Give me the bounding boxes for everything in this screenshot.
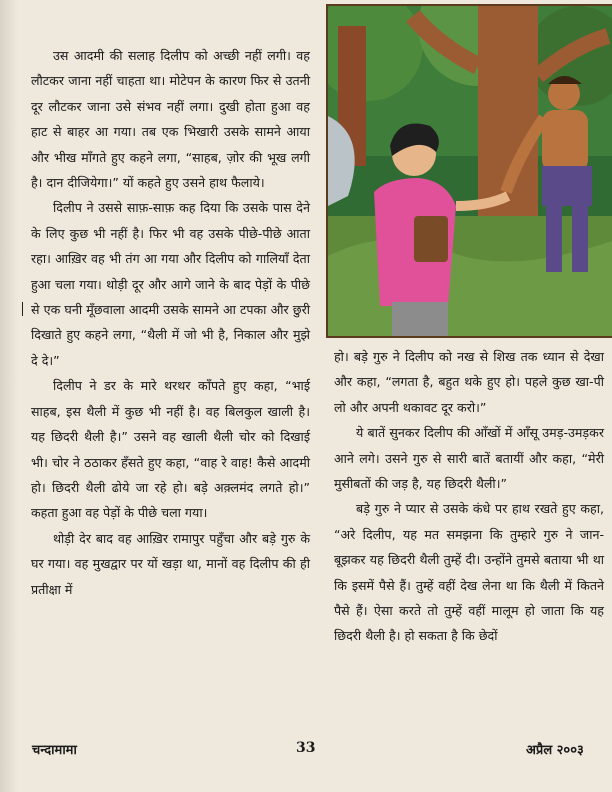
margin-mark	[22, 302, 23, 316]
paragraph: दिलीप ने उससे साफ़-साफ़ कह दिया कि उसके पास देने के लिए कुछ भी नहीं है। फिर भी वह उसके पीछे-पीछे आता रहा। आख़िर वह भी तंग आ गया और दिलीप को गालियाँ देता हुआ चला गया। थोड़ी दूर और आगे जाने के बाद पेड़ों के पीछे से एक घनी मूँछवाला आदमी उसके सामने आ टपका और छुरी दिखाते हुए कहने लगा, “थैली में जो भी है, निकाल और मुझे दे दे।”	[31, 200, 310, 368]
paragraph: थोड़ी देर बाद वह आख़िर रामापुर पहुँचा और बड़े गुरु के घर गया। वह मुखद्वार पर यों खड़ा था, मानों वह दिलीप की ही प्रतीक्षा में	[31, 530, 310, 597]
right-text-column	[334, 344, 604, 649]
paragraph: दिलीप ने डर के मारे थरथर काँपते हुए कहा, “भाई साहब, इस थैली में कुछ भी नहीं है। वह बिलकुल खाली है। यह छिदरी थैली है।” उसने वह खाली थैली चोर को दिखाई भी। चोर ने ठठाकर हँसते हुए कहा, “वाह रे वाह! कैसे आदमी हो। छिदरी थैली ढोये जा रहे हो। बड़े अक़्लमंद लगते हो।” कहता हुआ वह पेड़ों के पीछे चला गया।	[31, 378, 310, 521]
paragraph: ये बातें सुनकर दिलीप की आँखों में आँसू उमड़-उमड़कर आने लगे। उसने गुरु से सारी बातें बतायीं और कहा, “मेरी मुसीबतों की जड़ है, यह छिदरी थैली।”	[334, 425, 604, 492]
paragraph: हो। बड़े गुरु ने दिलीप को नख से शिख तक ध्यान से देखा और कहा, “लगता है, बहुत थके हुए हो। पहले कुछ खा-पी लो और अपनी थकावट दूर करो।”	[334, 349, 604, 415]
paragraph: उस आदमी की सलाह दिलीप को अच्छी नहीं लगी। वह लौटकर जाना नहीं चाहता था। मोटेपन के कारण फिर से उतनी दूर लौटकर जाना उसे संभव नहीं लगा। दुखी होता हुआ वह हाट से बाहर आ गया। तब एक भिखारी उसके सामने आया और भीख माँगते हुए कहने लगा, “साहब, ज़ोर की भूख लगी है। दान दीजियेगा।” यों कहते हुए उसने हाथ फैलाये।	[31, 48, 310, 191]
left-text-column	[31, 43, 310, 602]
magazine-name: चन्दामामा	[32, 743, 77, 758]
page-number: 33	[296, 740, 316, 756]
story-illustration	[326, 4, 612, 338]
paragraph: बड़े गुरु ने प्यार से उसके कंधे पर हाथ रखते हुए कहा, “अरे दिलीप, यह मत समझना कि तुम्हारे गुरु ने जान-बूझकर यह छिदरी थैली तुम्हें दी। उन्होंने तुमसे बताया भी था कि इसमें पैसे हैं। तुम्हें वहीं देख लेना था कि थैली में कितने पैसे हैं। ऐसा करते तो तुम्हें वहीं मालूम हो जाता कि यह छिदरी थैली है। हो सकता है कि छेदों	[334, 501, 604, 644]
bag-icon	[414, 216, 448, 262]
illustration-svg	[328, 6, 612, 336]
issue-date: अप्रैल २००३	[526, 743, 584, 758]
page-edge	[0, 0, 18, 792]
